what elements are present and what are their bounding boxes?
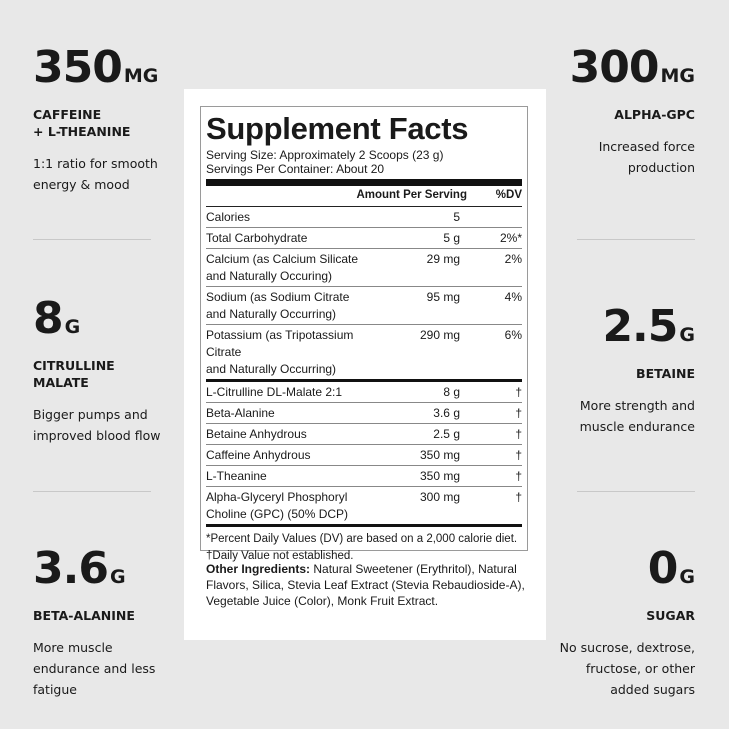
stat-betaine xyxy=(545,301,695,437)
stat-value: 0 G xyxy=(647,543,695,594)
divider xyxy=(577,239,695,240)
cell-amount: 350 mg xyxy=(419,448,460,462)
stat-desc: Bigger pumps and improved blood flow xyxy=(33,407,161,443)
cell-amount: 5 xyxy=(453,210,460,224)
cell-dv: † xyxy=(515,385,522,399)
table-row xyxy=(206,487,522,524)
nutrient-rows xyxy=(206,207,522,379)
cell-amount: 300 mg xyxy=(419,490,460,504)
cell-name: Alpha-Glyceryl Phosphoryl Choline (GPC) (50% DCP) xyxy=(206,490,349,521)
stat-desc: Increased force production xyxy=(598,139,695,175)
stat-label: BETAINE xyxy=(636,366,695,381)
cell-name: L-Theanine xyxy=(206,469,267,483)
stat-value: 8 G xyxy=(33,293,81,344)
cell-name: Beta-Alanine xyxy=(206,406,275,420)
cell-dv xyxy=(460,209,522,226)
stat-label: BETA-ALANINE xyxy=(33,608,135,623)
stat-label: CITRULLINE MALATE xyxy=(33,358,115,390)
cell-dv: 2%* xyxy=(499,231,522,245)
stat-desc: 1:1 ratio for smooth energy & mood xyxy=(33,156,158,192)
cell-dv: † xyxy=(515,406,522,420)
stat-label: CAFFEINE + L-THEANINE xyxy=(33,107,131,139)
stat-value: 3.6 G xyxy=(33,543,126,594)
stat-caffeine xyxy=(33,42,183,195)
cell-amount: 290 mg xyxy=(419,328,460,342)
stat-label: ALPHA-GPC xyxy=(614,107,695,122)
supplement-facts-box xyxy=(200,106,528,562)
cell-name: Caffeine Anhydrous xyxy=(206,448,311,462)
other-ingredients xyxy=(206,561,526,609)
cell-name: Sodium (as Sodium Citrate and Naturally Occurring) xyxy=(206,290,350,321)
stat-desc: More muscle endurance and less fatigue xyxy=(33,640,156,697)
cell-amount: 5 g xyxy=(443,231,460,245)
stat-value: 300 MG xyxy=(569,42,695,93)
stat-desc: More strength and muscle endurance xyxy=(579,398,695,434)
cell-amount: 29 mg xyxy=(426,252,460,266)
cell-amount: 2.5 g xyxy=(433,427,460,441)
stat-sugar xyxy=(545,543,695,700)
footnote-dagger: †Daily Value not established. xyxy=(206,550,354,562)
table-row xyxy=(206,228,522,249)
table-row xyxy=(206,403,522,424)
table-row xyxy=(206,325,522,379)
ingredient-rows xyxy=(206,382,522,524)
col-dv-header: %DV xyxy=(495,189,522,201)
table-row xyxy=(206,424,522,445)
stat-label: SUGAR xyxy=(646,608,695,623)
stat-beta-alanine xyxy=(33,543,183,700)
cell-amount: 350 mg xyxy=(419,469,460,483)
cell-dv: † xyxy=(515,490,522,504)
cell-name: Calories xyxy=(206,210,251,224)
cell-name: Calcium (as Calcium Silicate and Naturally Occuring) xyxy=(206,252,359,283)
footnote-dv: *Percent Daily Values (DV) are based on a 2,000 calorie diet. xyxy=(206,533,518,545)
thick-rule xyxy=(206,179,522,186)
cell-dv: † xyxy=(515,469,522,483)
cell-amount: 95 mg xyxy=(426,290,460,304)
cell-name: L-Citrulline DL-Malate 2:1 xyxy=(206,385,343,399)
stat-value: 350 MG xyxy=(33,42,159,93)
table-row xyxy=(206,382,522,403)
cell-dv: 4% xyxy=(504,290,522,304)
table-row xyxy=(206,249,522,287)
cell-name: Betaine Anhydrous xyxy=(206,427,307,441)
cell-name: Total Carbohydrate xyxy=(206,231,308,245)
table-row xyxy=(206,207,522,228)
table-row xyxy=(206,466,522,487)
cell-amount: 8 g xyxy=(443,385,460,399)
stat-value: 2.5 G xyxy=(602,301,695,352)
table-header xyxy=(206,186,522,207)
serving-size: Serving Size: Approximately 2 Scoops (23 g) xyxy=(206,148,444,162)
cell-name: Potassium (as Tripotassium Citrate and Naturally Occurring) xyxy=(206,328,354,376)
table-row xyxy=(206,287,522,325)
cell-amount: 3.6 g xyxy=(433,406,460,420)
thick-rule xyxy=(206,524,522,527)
facts-title: Supplement Facts xyxy=(206,111,469,146)
table-row xyxy=(206,445,522,466)
divider xyxy=(577,491,695,492)
stat-desc: No sucrose, dextrose, fructose, or other added sugars xyxy=(559,640,695,697)
divider xyxy=(33,491,151,492)
cell-dv: 2% xyxy=(504,252,522,266)
cell-dv: 6% xyxy=(504,328,522,342)
other-ingredients-text: Natural Sweetener (Erythritol), Natural Flavors, Silica, Stevia Leaf Extract (Stevia Rebaudioside-A), Vegetable Juice (Color), Monk Fruit Extract. xyxy=(206,562,525,608)
cell-dv: † xyxy=(515,448,522,462)
other-ingredients-label: Other Ingredients: xyxy=(206,562,311,576)
divider xyxy=(33,239,151,240)
cell-dv: † xyxy=(515,427,522,441)
col-amount-header: Amount Per Serving xyxy=(356,189,467,201)
stat-alpha-gpc xyxy=(545,42,695,178)
servings-per-container: Servings Per Container: About 20 xyxy=(206,162,385,176)
stat-citrulline xyxy=(33,293,183,446)
